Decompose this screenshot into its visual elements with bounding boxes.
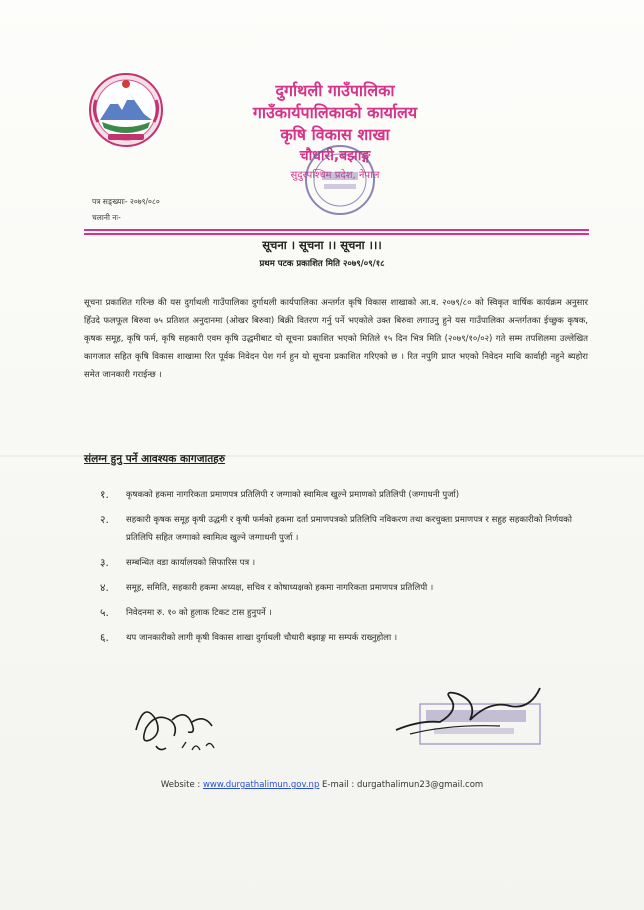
signature-right-with-stamp [390,680,550,755]
list-item [100,511,590,547]
item-text: कृषकको हकमा नागरिकता प्रमाणपत्र प्रतिलिपी र जग्गाको स्वामित्व खुल्ने प्रमाणको प्रतिलिपी (जग्गाधनी पुर्जा) [126,490,460,500]
item-text: सम्बन्धित वडा कार्यालयको सिफारिस पत्र । [126,558,256,568]
item-number: १. [100,489,109,501]
header-rule-secondary [84,233,589,235]
item-text: समूह, समिति, सहकारी हकमा अध्यक्ष, सचिव र कोषाध्यक्षको हकमा नागरिकता प्रमाणपत्र प्रतिलिपी । [126,583,434,593]
email-label: E-mail : [319,780,357,790]
notice-title: सूचना । सूचना ।। सूचना ।।। [262,238,382,252]
office-seal-stamp [300,140,380,220]
item-number: ५. [100,607,109,619]
item-number: ३. [100,557,109,569]
signature-left [126,690,236,760]
notice-body: सूचना प्रकाशित गरिन्छ की यस दुर्गाथली गाउँपालिका दुर्गाथली कार्यपालिका अन्तर्गत कृषि विकास शाखाको आ.व. २०७९/८० को स्विकृत वार्षिक कार्यक्रम अनुसार हिँउदे फलफूल बिरुवा ७५ प्रतिशत अनुदानमा (ओखर बिरुवा) बिक्री वितरण गर्नु पर्ने भएकोले उक्त बिरुवा लगाउनु हुने यस गाउँपालिका अन्तर्गतका ईच्छुक कृषक, कृषक समूह, कृषि फर्म, कृषि सहकारी एवम कृषि उद्धमीबाट यो सूचना प्रकाशित भएको मितिले १५ दिन भित्र मिति (२०७९/१०/०२) गते सम्म तपशिलमा उल्लेखित कागजात सहित कृषि विकास शाखामा रित पूर्वक निवेदन पेश गर्न हुन यो सूचना प्रकाशित गरिएको छ । रित नपुगि प्राप्त भएको निवेदन माथि कार्वाही नहुने ब्यहोरा समेत जानकारी गराईन्छ । [84,298,588,380]
list-item [100,486,590,504]
item-number: ६. [100,632,109,644]
letter-number: पत्र सङ्ख्याः- २०७९/०८० [92,197,160,206]
item-text: थप जानकारीको लागी कृषी विकास शाखा दुर्गाथली चौधारी बझाङ्ग मा सम्पर्क राख्नुहोला । [126,633,398,643]
email-address: durgathalimun23@gmail.com [356,780,484,790]
list-item [100,579,590,597]
dispatch-number: चलानी नः- [92,213,121,222]
list-item [100,554,590,572]
office-location: चौधारी,बझाङ्ग [299,148,371,164]
footer-contact [0,780,644,790]
item-text: निवेदनमा रु. १० को हुलाक टिकट टास हुनुपर्ने । [126,608,272,618]
office-name: गाउँकार्यपालिकाको कार्यालय [252,103,418,122]
list-item [100,629,590,647]
nepal-emblem-icon [86,70,166,150]
item-text: सहकारी कृषक समूह कृषी उद्धमी र कृषी फर्मको हकमा दर्ता प्रमाणपत्रको प्रतिलिपि नविकरण तथा करचुक्ता प्रमाणपत्र र सहुह सहकारीको निर्णयको प्रतिलिपि सहित जग्गाको स्वामित्व खुल्ने जग्गाधनी पुर्जा । [126,515,572,543]
list-item [100,604,590,622]
province-name: सुदुरपश्चिम प्रदेश, नेपाल [290,170,380,181]
required-docs-heading: संलग्न हुनु पर्ने आवश्यक कागजातहरु [84,453,226,465]
publish-date: प्रथम पटक प्रकाशित मिति २०७९/०९/१८ [259,259,385,269]
municipality-name: दुर्गाथली गाउँपालिका [275,81,395,100]
website-label: Website : [160,780,203,790]
header-rule [84,229,589,231]
section-name: कृषि विकास शाखा [280,125,390,144]
website-link[interactable]: www.durgathalimun.gov.np [202,780,320,790]
required-docs-list [100,486,590,654]
reference-numbers [92,194,160,226]
item-number: ४. [100,582,109,594]
item-number: २. [100,514,109,526]
